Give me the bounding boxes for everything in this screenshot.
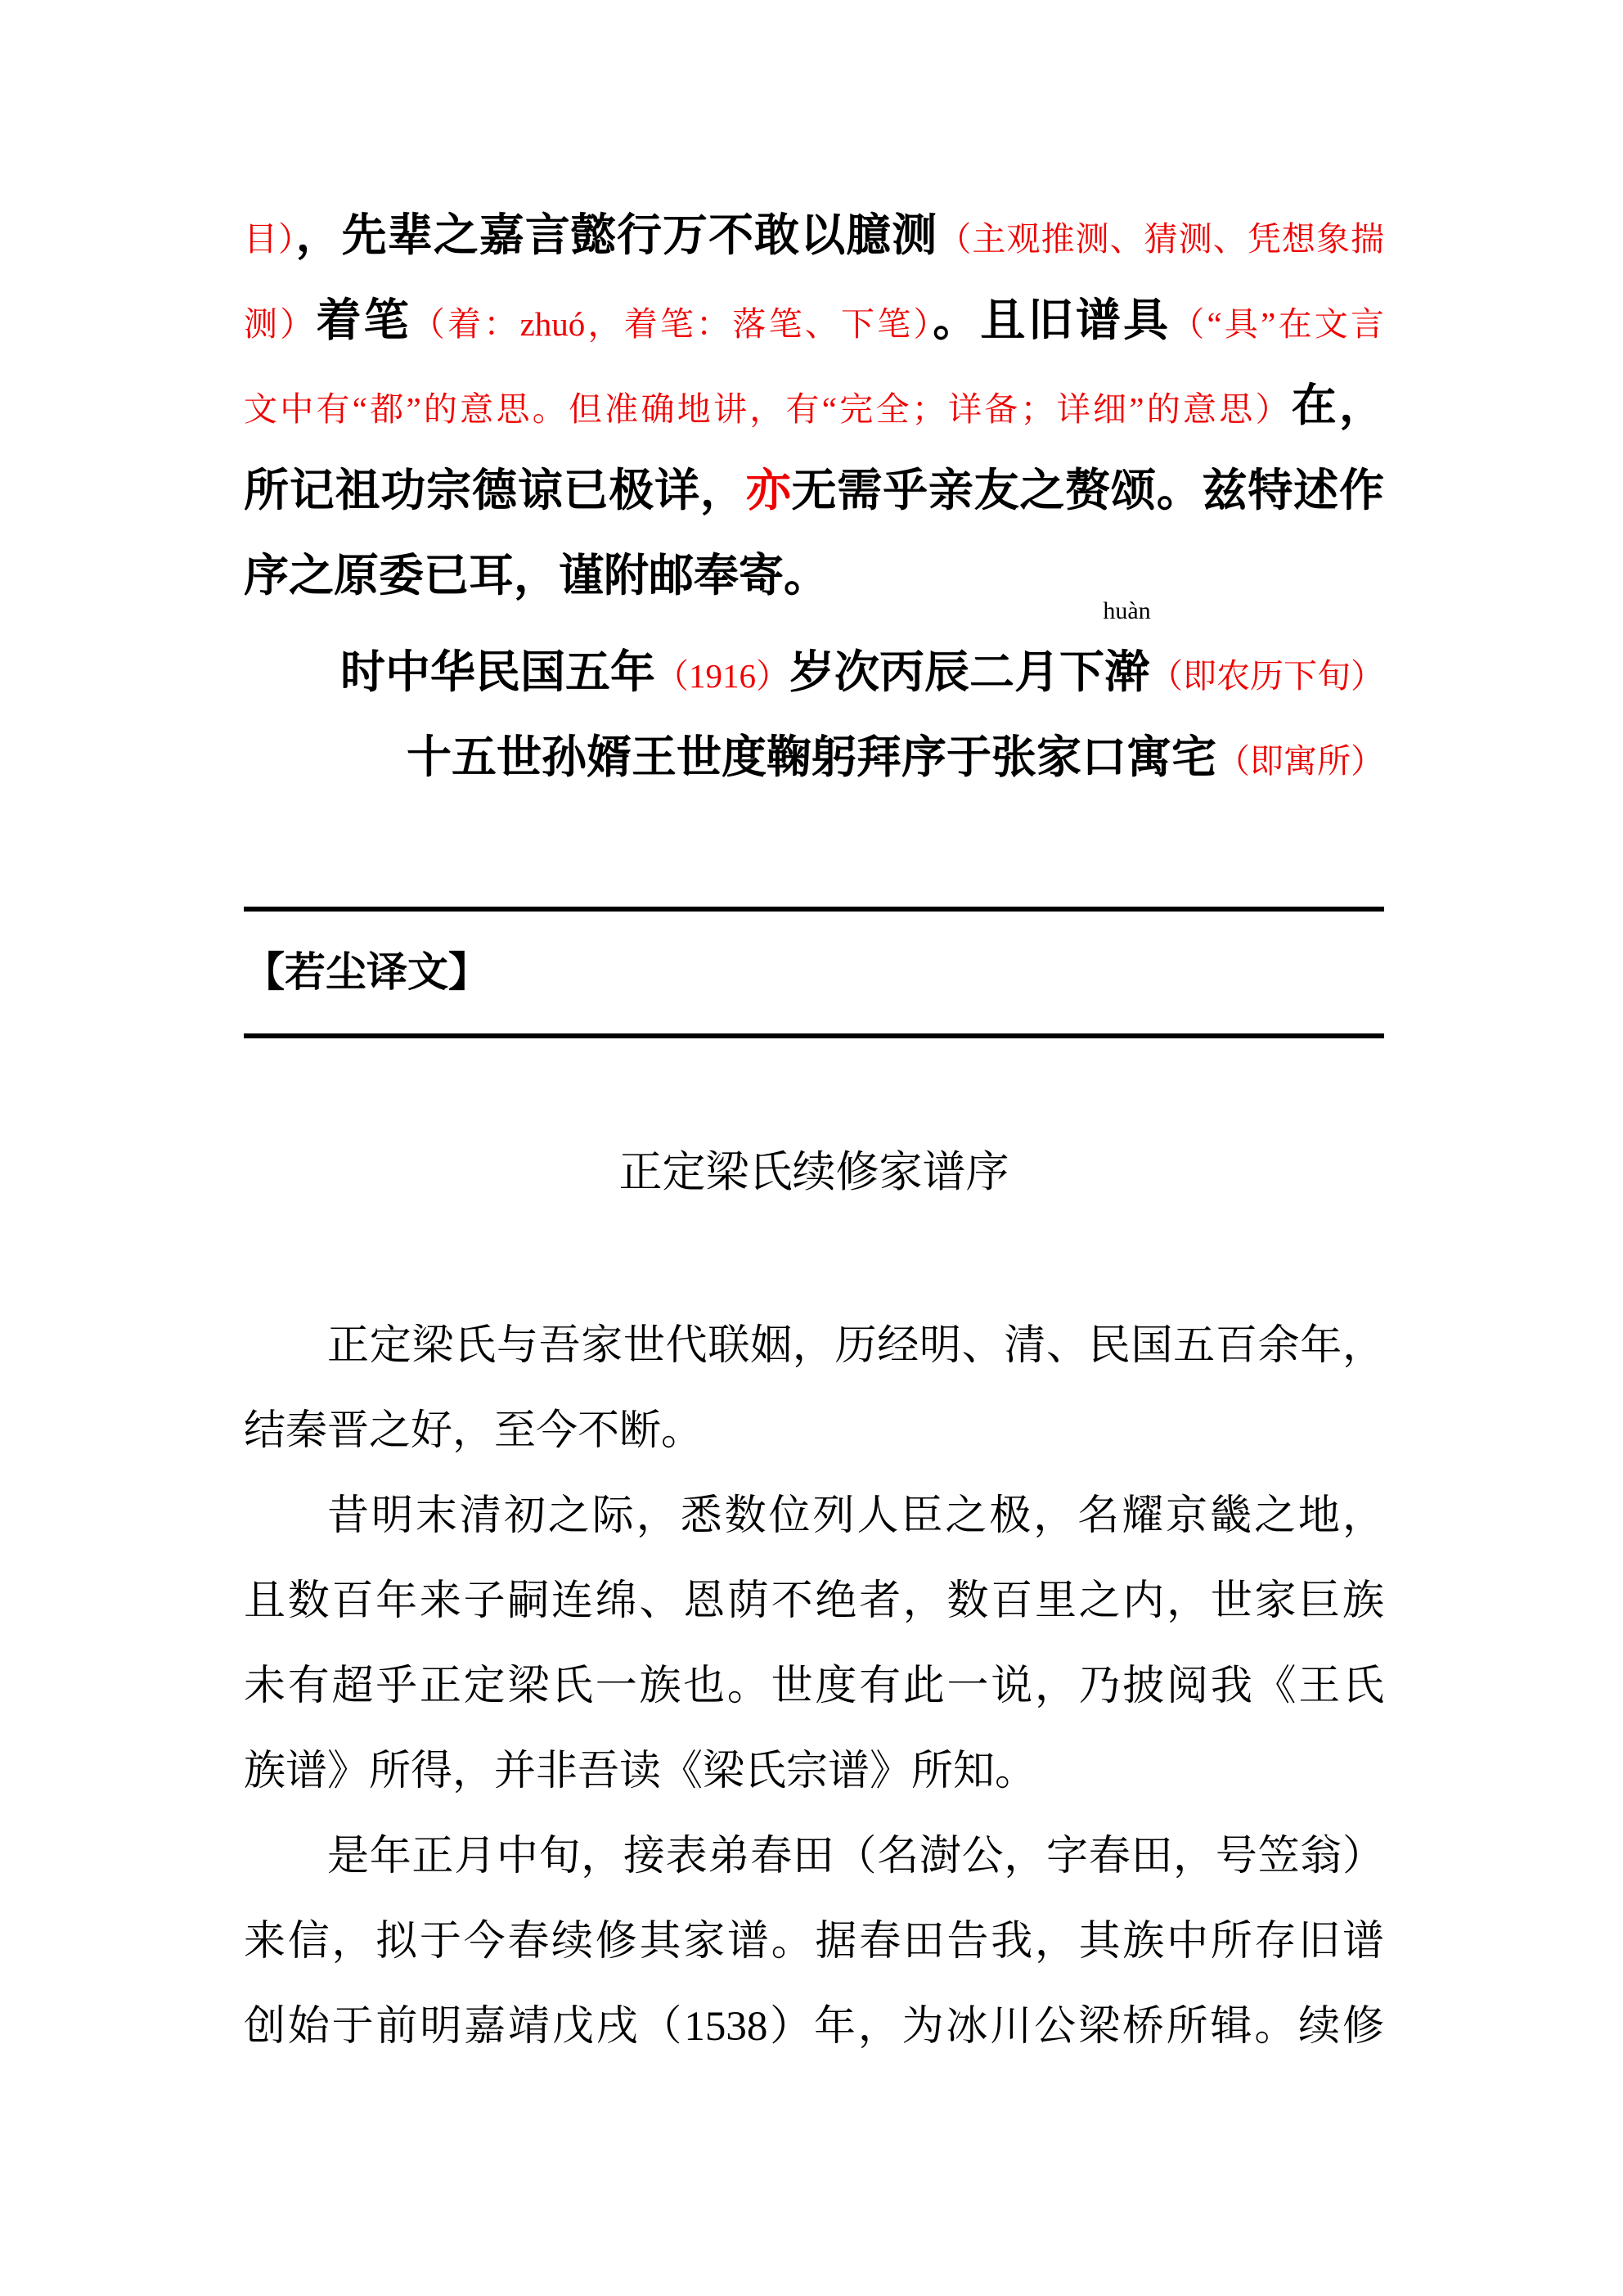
annotation-red-text: （即寓所） — [1216, 742, 1384, 780]
opening-annotated-paragraph — [244, 0, 1384, 619]
body-line: 族谱》所得，并非吾读《梁氏宗谱》所知。 — [244, 1749, 1037, 1794]
main-text: 着笔 — [316, 295, 411, 345]
main-text: 十五世孙婿王世度鞠躬拜序于张家口寓宅 — [406, 732, 1216, 782]
divider-rule-bottom — [244, 1033, 1384, 1038]
page-content — [244, 0, 1384, 2069]
pinyin-annotation: huàn — [1103, 597, 1151, 624]
text-line — [244, 448, 1384, 533]
body-line: 且数百年来子嗣连绵、恩荫不绝者，数百里之内，世家巨族 — [244, 1578, 1384, 1624]
divider-rule-top — [244, 907, 1384, 912]
red-emphasis-char: 亦 — [745, 466, 792, 515]
body-line: 昔明末清初之际，悉数位列人臣之极，名耀京畿之地， — [327, 1493, 1384, 1539]
body-line: 正定梁氏与吾家世代联姻，历经明、清、民国五百余年， — [327, 1323, 1384, 1369]
annotation-red-text: （即农历下旬） — [1149, 657, 1384, 695]
text-line — [244, 533, 1384, 619]
ruby-annotated-char — [1103, 597, 1151, 715]
main-text: 在， — [1291, 380, 1384, 430]
body-line: 是年正月中旬，接表弟春田（名澍公，字春田，号笠翁） — [327, 1834, 1384, 1880]
ruby-base-char: 澣 — [1104, 647, 1149, 697]
translation-title: 正定梁氏续修家谱序 — [618, 1149, 1009, 1196]
main-text: 时中华民国五年 — [339, 647, 655, 697]
main-text: 所记祖功宗德谅已极详， — [244, 466, 746, 515]
main-text: 岁次丙辰二月下 — [789, 647, 1104, 697]
section-header: 【若尘译文】 — [244, 949, 489, 995]
signature-line — [244, 715, 1384, 800]
main-text: 。且旧谱具 — [933, 295, 1171, 345]
annotation-red-text: （主观推测、猜测、凭想象揣 — [937, 220, 1384, 258]
body-line: 来信，拟于今春续修其家谱。据春田告我，其族中所存旧谱 — [244, 1919, 1384, 1965]
annotation-red-text: 目） — [244, 220, 296, 258]
annotation-red-text: （着：zhuó，着笔：落笔、下笔） — [411, 305, 933, 343]
text-line — [244, 193, 1384, 278]
annotation-red-text: 文中有“都”的意思。但准确地讲，有“完全；详备；详细”的意思） — [244, 390, 1292, 428]
body-line: 未有超乎正定梁氏一族也。世度有此一说，乃披阅我《王氏 — [244, 1663, 1384, 1709]
date-line — [244, 597, 1384, 715]
main-text: ，先辈之嘉言懿行万不敢以臆测 — [295, 210, 938, 260]
main-text: 无需乎亲友之赘颂。兹特述作 — [791, 466, 1384, 515]
annotation-red-text: 测） — [244, 305, 317, 343]
body-line: 结秦晋之好，至今不断。 — [244, 1408, 704, 1454]
main-text: 序之原委已耳，谨附邮奉寄。 — [244, 551, 829, 601]
translation-body — [244, 1303, 1384, 2069]
annotation-red-year: （1916） — [654, 657, 789, 695]
text-line — [244, 278, 1384, 363]
text-line — [244, 363, 1384, 448]
body-line: 创始于前明嘉靖戊戌（1538）年，为冰川公梁桥所辑。续修 — [244, 2004, 1384, 2050]
annotation-red-text: （“具”在文言 — [1171, 305, 1385, 343]
